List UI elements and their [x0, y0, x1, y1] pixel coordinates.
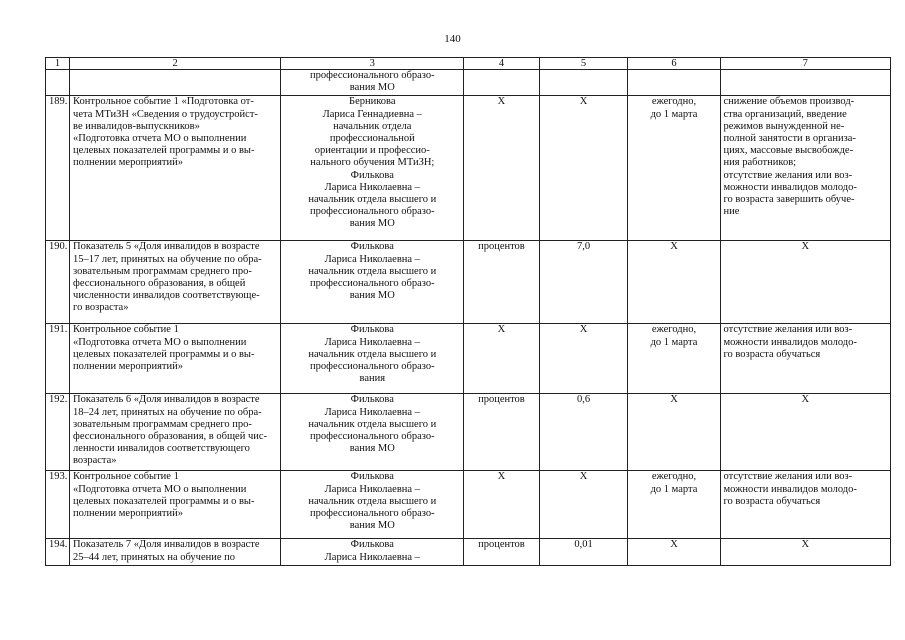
row-risk: Х [801, 539, 810, 551]
header-col-2: 2 [70, 58, 281, 70]
row-unit: Х [464, 96, 539, 241]
row-risk: снижение объемов производ- ства организаций, введение режимов вынужденной не- полной занятости в организа- циях, массовые высвобожде- ния работников; отсутствие желания или воз- можности инвалидов молодо- го возраста завершить обуче- ние [723, 96, 857, 218]
header-col-1: 1 [46, 58, 70, 70]
row-term: Х [670, 539, 678, 551]
row-description: Контрольное событие 1 «Подготовка отчета МО о выполнении целевых показателей программы и о вы- полнении мероприятий» [73, 471, 255, 520]
row-description: Показатель 5 «Доля инвалидов в возрасте 15–17 лет, принятых на обучение по обра- зовательным программам среднего про- фессионального образования, в общей численности инвалидов соответствующе- го возраста» [73, 241, 262, 314]
table-row [46, 241, 891, 324]
row-value: Х [539, 324, 628, 394]
table-row [46, 539, 891, 565]
header-col-4: 4 [464, 58, 539, 70]
row-unit: Х [464, 471, 539, 539]
page-number: 140 [444, 33, 461, 45]
header-col-7: 7 [720, 58, 891, 70]
continuation-row [46, 70, 891, 96]
row-risk: Х [801, 241, 810, 253]
row-number: 190. [46, 241, 70, 324]
header-col-5: 5 [539, 58, 628, 70]
row-responsible: Филькова Лариса Николаевна – начальник отдела высшего и профессионального образо- вания МО [308, 471, 437, 532]
row-description: Контрольное событие 1 «Подготовка от- чета МТиЗН «Сведения о трудоустройст- ве инвалидов-выпускников» «Подготовка отчета МО о выполнении целевых показателей программы и о вы- полнении мероприятий» [73, 96, 258, 169]
row-risk: Х [801, 394, 810, 406]
table-row [46, 471, 891, 539]
row-term: Х [670, 241, 678, 253]
row-term: ежегодно, до 1 марта [650, 96, 698, 120]
table-row [46, 324, 891, 394]
row-value: Х [539, 96, 628, 241]
continuation-responsible: профессионального образо- вания МО [310, 70, 435, 94]
header-col-3: 3 [281, 58, 464, 70]
row-value: Х [539, 471, 628, 539]
row-term: Х [670, 394, 678, 406]
row-description: Контрольное событие 1 «Подготовка отчета МО о выполнении целевых показателей программы и о вы- полнении мероприятий» [73, 324, 255, 373]
row-unit: Х [464, 324, 539, 394]
row-value: 0,6 [539, 394, 628, 471]
row-responsible: Филькова Лариса Николаевна – [324, 539, 420, 563]
row-unit: процентов [464, 241, 539, 324]
row-responsible: Берникова Лариса Геннадиевна – начальник отдела профессиональной ориентации и профессио- нального обучения МТиЗН; Филькова Лариса Николаевна – начальник отдела высшего и профессионального образо- вания МО [308, 96, 437, 230]
row-term: ежегодно, до 1 марта [650, 471, 698, 495]
row-responsible: Филькова Лариса Николаевна – начальник отдела высшего и профессионального образо- вания [308, 324, 437, 385]
row-value: 0,01 [539, 539, 628, 565]
row-number: 192. [46, 394, 70, 471]
program-table [45, 57, 891, 566]
row-term: ежегодно, до 1 марта [650, 324, 698, 348]
row-unit: процентов [464, 394, 539, 471]
row-risk: отсутствие желания или воз- можности инвалидов молодо- го возраста обучаться [723, 471, 857, 507]
row-number: 194. [46, 539, 70, 565]
row-description: Показатель 7 «Доля инвалидов в возрасте 25–44 лет, принятых на обучение по [73, 539, 260, 563]
header-col-6: 6 [628, 58, 720, 70]
table-row [46, 96, 891, 241]
row-number: 191. [46, 324, 70, 394]
row-value: 7,0 [539, 241, 628, 324]
row-unit: процентов [464, 539, 539, 565]
row-number: 189. [46, 96, 70, 241]
row-risk: отсутствие желания или воз- можности инвалидов молодо- го возраста обучаться [723, 324, 857, 360]
table-row [46, 394, 891, 471]
header-row [46, 58, 891, 70]
row-responsible: Филькова Лариса Николаевна – начальник отдела высшего и профессионального образо- вания МО [308, 241, 437, 302]
row-responsible: Филькова Лариса Николаевна – начальник отдела высшего и профессионального образо- вания МО [308, 394, 437, 455]
row-number: 193. [46, 471, 70, 539]
row-description: Показатель 6 «Доля инвалидов в возрасте 18–24 лет, принятых на обучение по обра- зовательным программам среднего про- фессионального образования, в общей чис- ленности инвалидов соответствующего возраста» [73, 394, 268, 467]
